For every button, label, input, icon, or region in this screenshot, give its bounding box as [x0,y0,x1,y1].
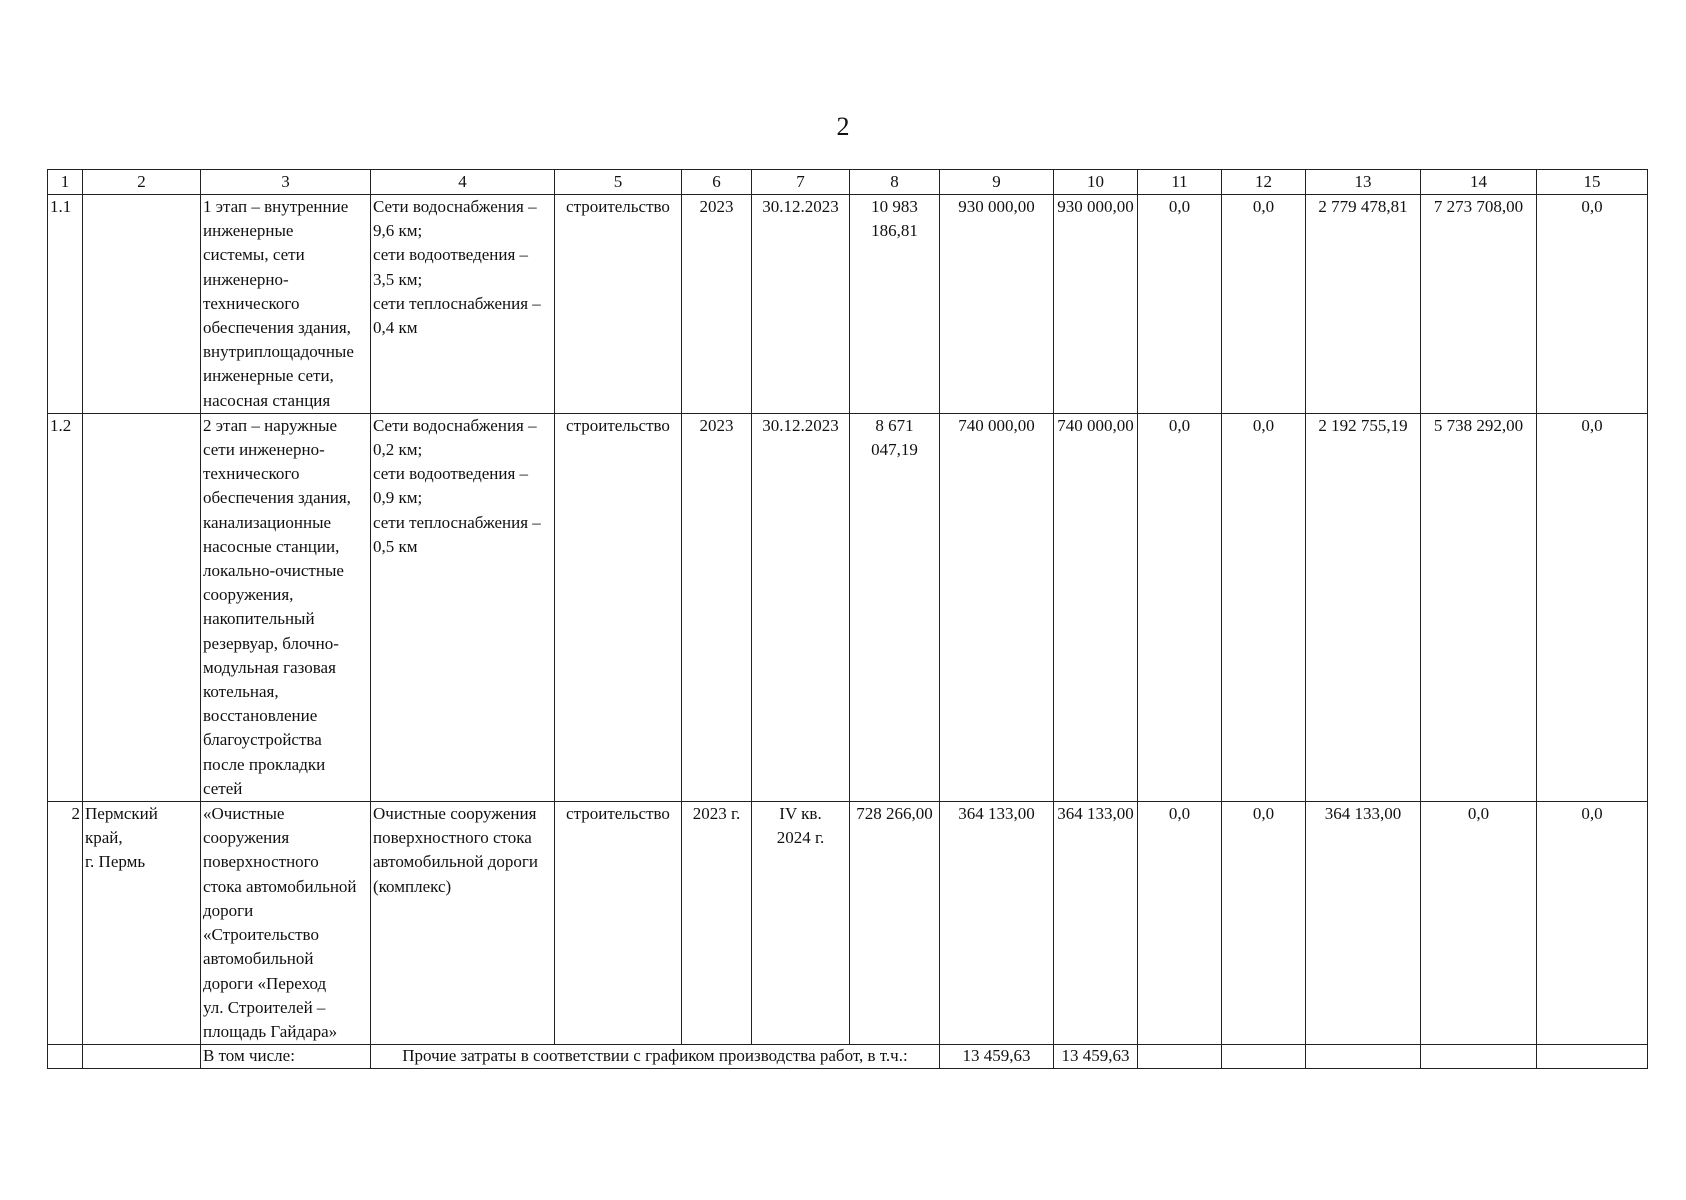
header-cell: 10 [1054,170,1138,195]
text-line: Очистные сооружения [373,804,537,824]
row-number: 1.2 [48,413,83,801]
capacity-cell [371,802,555,1045]
text-line: сетей [203,778,243,798]
investment-table [47,169,1648,1069]
text-line: (комплекс) [373,876,452,896]
year-cell: 2023 г. [682,802,752,1045]
region-cell [83,802,201,1045]
deadline-cell [752,195,850,414]
object-name-cell [201,802,371,1045]
text-line: 0,2 км; [373,440,423,460]
text-line: технического [203,464,300,484]
text-line: инженерные сети, [203,366,334,386]
text-line: сети инженерно- [203,440,325,460]
col12-cell: 0,0 [1222,413,1306,801]
text-line: благоустройства [203,730,322,750]
table-row [48,413,1648,801]
text-line: 30.12.2023 [762,415,839,435]
col9-cell: 740 000,00 [940,413,1054,801]
text-line: восстановление [203,706,318,726]
subtotal-label: В том числе: [201,1045,371,1069]
text-line: сети водоотведения – [373,464,529,484]
subtotal-col10: 13 459,63 [1054,1045,1138,1069]
empty-cell [48,1045,83,1069]
text-line: после прокладки [203,754,326,774]
header-cell: 4 [371,170,555,195]
col9-cell: 364 133,00 [940,802,1054,1045]
empty-cell [1306,1045,1421,1069]
header-cell: 9 [940,170,1054,195]
capacity-cell [371,195,555,414]
col15-cell: 0,0 [1537,802,1648,1045]
text-line: Пермский край, [85,804,158,848]
empty-cell [1537,1045,1648,1069]
year-cell: 2023 [682,413,752,801]
text-line: сети водоотведения – [373,245,529,265]
text-line: Сети водоснабжения – [373,197,537,216]
text-line: 3,5 км; [373,269,423,289]
text-line: автомобильной дороги [373,852,538,872]
col13-cell: 2 779 478,81 [1306,195,1421,414]
text-line: канализационные [203,512,332,532]
deadline-cell [752,802,850,1045]
work-type-cell: строительство [555,195,682,414]
col13-cell: 2 192 755,19 [1306,413,1421,801]
text-line: резервуар, блочно- [203,633,339,653]
col11-cell: 0,0 [1138,413,1222,801]
text-line: 10 983 [871,197,918,216]
text-line: накопительный [203,609,315,629]
col10-cell: 740 000,00 [1054,413,1138,801]
row-number: 1.1 [48,195,83,414]
header-cell: 13 [1306,170,1421,195]
text-line: «Очистные [203,804,285,824]
text-line: внутриплощадочные [203,342,354,362]
header-cell: 14 [1421,170,1537,195]
header-cell: 11 [1138,170,1222,195]
header-cell: 8 [850,170,940,195]
text-line: насосные станции, [203,536,340,556]
col9-cell: 930 000,00 [940,195,1054,414]
col10-cell: 364 133,00 [1054,802,1138,1045]
col14-cell: 5 738 292,00 [1421,413,1537,801]
table-row [48,195,1648,414]
empty-cell [83,1045,201,1069]
subtotal-description: Прочие затраты в соответствии с графиком производства работ, в т.ч.: [371,1045,940,1069]
year-cell: 2023 [682,195,752,414]
text-line: сети теплоснабжения – [373,512,541,532]
row-number: 2 [48,802,83,1045]
col14-cell: 7 273 708,00 [1421,195,1537,414]
text-line: инженерно- [203,269,289,289]
text-line: 9,6 км; [373,221,423,241]
col12-cell: 0,0 [1222,802,1306,1045]
header-cell: 5 [555,170,682,195]
header-cell: 7 [752,170,850,195]
empty-cell [1138,1045,1222,1069]
text-line: насосная станция [203,390,331,410]
text-line: сооружения [203,828,290,848]
text-line: 186,81 [871,221,918,241]
header-cell: 15 [1537,170,1648,195]
text-line: 2 этап – наружные [203,415,338,435]
text-line: инженерные [203,221,294,241]
header-cell: 3 [201,170,371,195]
region-cell [83,195,201,414]
col12-cell: 0,0 [1222,195,1306,414]
text-line: «Строительство [203,925,319,945]
text-line: дороги [203,900,254,920]
text-line: площадь Гайдара» [203,1021,338,1041]
text-line: стока автомобильной [203,876,357,896]
empty-cell [1222,1045,1306,1069]
total-cost-cell [850,413,940,801]
text-line: дороги «Переход [203,973,327,993]
text-line: 0,9 км; [373,488,423,508]
region-cell [83,413,201,801]
header-cell: 1 [48,170,83,195]
object-name-cell [201,195,371,414]
text-line: поверхностного стока [373,828,532,848]
header-cell: 6 [682,170,752,195]
text-line: 047,19 [871,440,918,460]
text-line: автомобильной [203,949,314,969]
col13-cell: 364 133,00 [1306,802,1421,1045]
text-line: 0,5 км [373,536,418,556]
text-line: г. Пермь [85,852,146,872]
text-line: сети теплоснабжения – [373,293,541,313]
deadline-cell [752,413,850,801]
col15-cell: 0,0 [1537,413,1648,801]
text-line: технического [203,293,300,313]
subtotal-row [48,1045,1648,1069]
text-line: IV кв. [779,804,822,824]
col11-cell: 0,0 [1138,802,1222,1045]
col15-cell: 0,0 [1537,195,1648,414]
text-line: Сети водоснабжения – [373,415,537,435]
col11-cell: 0,0 [1138,195,1222,414]
total-cost-cell [850,195,940,414]
text-line: 2024 г. [776,828,825,848]
table-header-row [48,170,1648,195]
header-cell: 12 [1222,170,1306,195]
col14-cell: 0,0 [1421,802,1537,1045]
work-type-cell: строительство [555,413,682,801]
text-line: 30.12.2023 [762,197,839,216]
page-number: 2 [836,112,850,141]
empty-cell [1421,1045,1537,1069]
text-line: котельная, [203,682,279,702]
subtotal-col9: 13 459,63 [940,1045,1054,1069]
text-line: поверхностного [203,852,319,872]
text-line: 728 266,00 [856,804,933,824]
text-line: сооружения, [203,585,294,605]
table-row [48,802,1648,1045]
text-line: системы, сети [203,245,305,265]
text-line: 8 671 [875,415,914,435]
total-cost-cell [850,802,940,1045]
capacity-cell [371,413,555,801]
work-type-cell: строительство [555,802,682,1045]
text-line: ул. Строителей – [203,997,326,1017]
text-line: обеспечения здания, [203,318,351,338]
text-line: обеспечения здания, [203,488,351,508]
text-line: 0,4 км [373,318,418,338]
text-line: 1 этап – внутренние [203,197,349,216]
col10-cell: 930 000,00 [1054,195,1138,414]
object-name-cell [201,413,371,801]
text-line: локально-очистные [203,561,344,581]
text-line: модульная газовая [203,657,336,677]
header-cell: 2 [83,170,201,195]
